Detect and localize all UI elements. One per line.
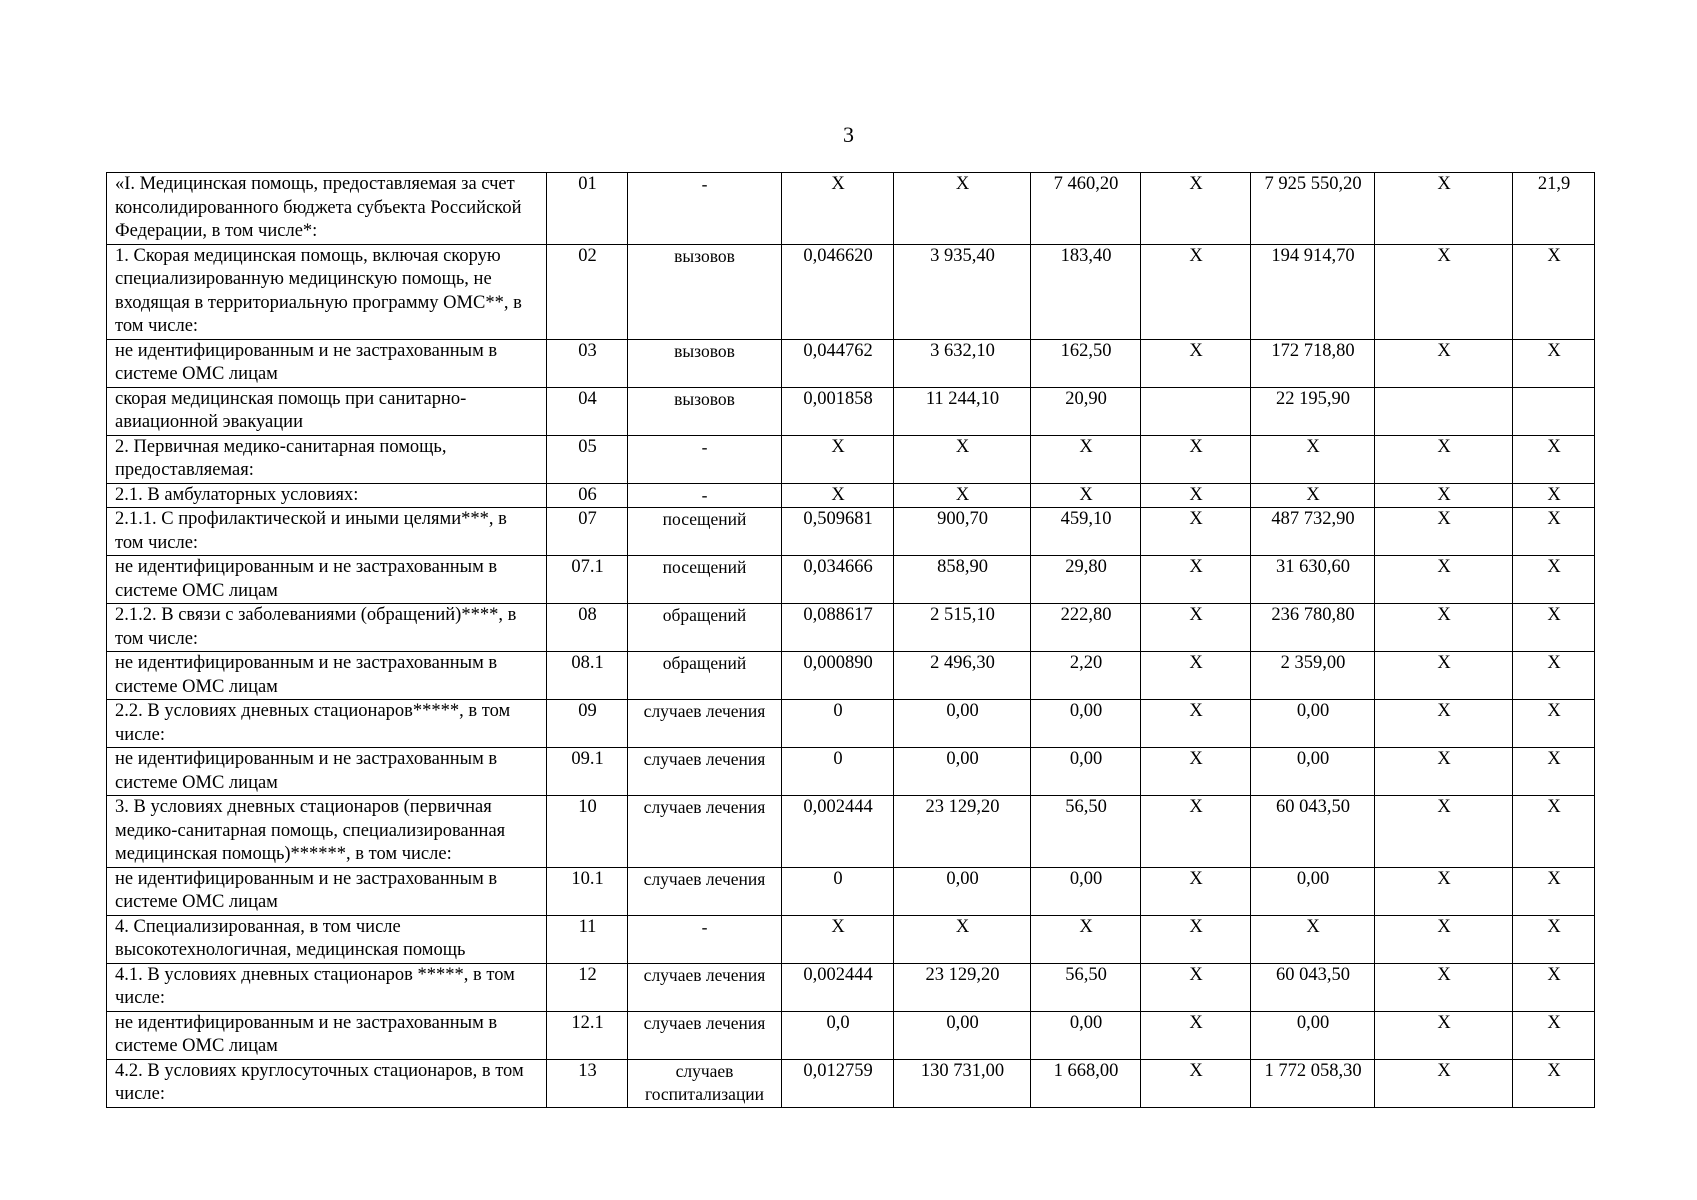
value-cell: X [1141,963,1251,1011]
table-row [107,700,1595,748]
value-cell: X [1141,339,1251,387]
value-cell: 60 043,50 [1251,963,1375,1011]
value-cell: X [1141,700,1251,748]
value-cell: X [1031,915,1141,963]
value-cell: 0 [782,700,894,748]
value-cell: 0 [782,867,894,915]
value-cell: X [1375,963,1513,1011]
table-row [107,652,1595,700]
table-row [107,963,1595,1011]
program-table [106,172,1595,1108]
value-cell: X [1513,1011,1595,1059]
row-name: 3. В условиях дневных стационаров (первичная медико-санитарная помощь, специализированная медицинская помощь)******, в том числе: [107,796,547,868]
value-cell: 194 914,70 [1251,244,1375,339]
row-name: 4.2. В условиях круглосуточных стационаров, в том числе: [107,1059,547,1107]
value-cell: 172 718,80 [1251,339,1375,387]
value-cell: 23 129,20 [894,796,1031,868]
row-name: скорая медицинская помощь при санитарно-авиационной эвакуации [107,387,547,435]
value-cell: 11 244,10 [894,387,1031,435]
row-name: не идентифицированным и не застрахованным в системе ОМС лицам [107,652,547,700]
value-cell: X [1513,435,1595,483]
value-cell: X [782,915,894,963]
value-cell: 0,00 [894,748,1031,796]
value-cell: X [1513,700,1595,748]
row-code: 12.1 [547,1011,628,1059]
value-cell: 0,00 [1251,700,1375,748]
row-code: 11 [547,915,628,963]
table-row [107,556,1595,604]
value-cell: X [1141,748,1251,796]
row-unit: вызовов [628,387,782,435]
value-cell: X [1513,244,1595,339]
value-cell: X [1375,700,1513,748]
row-unit: вызовов [628,244,782,339]
value-cell: 0,00 [1031,1011,1141,1059]
value-cell: X [782,173,894,245]
value-cell: X [1141,1059,1251,1107]
row-code: 05 [547,435,628,483]
value-cell: 0,088617 [782,604,894,652]
value-cell: X [1141,867,1251,915]
row-code: 07.1 [547,556,628,604]
row-unit: - [628,483,782,508]
value-cell: X [1513,867,1595,915]
value-cell: X [1251,483,1375,508]
value-cell: 56,50 [1031,963,1141,1011]
table-row [107,173,1595,245]
table-body [107,173,1595,1108]
value-cell: X [1513,508,1595,556]
table-row [107,1059,1595,1107]
value-cell: X [1375,244,1513,339]
row-name: не идентифицированным и не застрахованным в системе ОМС лицам [107,748,547,796]
value-cell: X [1141,556,1251,604]
row-code: 03 [547,339,628,387]
value-cell: 23 129,20 [894,963,1031,1011]
value-cell: 21,9 [1513,173,1595,245]
table-row [107,867,1595,915]
value-cell: 0,00 [894,700,1031,748]
table-row [107,1011,1595,1059]
table-row [107,435,1595,483]
value-cell: X [1141,604,1251,652]
value-cell: X [894,173,1031,245]
value-cell: 0,00 [894,867,1031,915]
value-cell: X [1141,1011,1251,1059]
value-cell: 0,034666 [782,556,894,604]
value-cell: X [894,435,1031,483]
value-cell: 162,50 [1031,339,1141,387]
row-unit: обращений [628,652,782,700]
value-cell: X [1513,604,1595,652]
value-cell: 0,000890 [782,652,894,700]
value-cell: X [1513,556,1595,604]
value-cell: 29,80 [1031,556,1141,604]
value-cell: 2,20 [1031,652,1141,700]
row-unit: случаев лечения [628,796,782,868]
value-cell: 0,00 [1251,867,1375,915]
row-code: 09.1 [547,748,628,796]
row-name: 2.2. В условиях дневных стационаров*****, в том числе: [107,700,547,748]
value-cell: 2 515,10 [894,604,1031,652]
value-cell: X [1375,915,1513,963]
value-cell: X [782,435,894,483]
value-cell: X [1513,339,1595,387]
value-cell: X [782,483,894,508]
value-cell: X [1375,796,1513,868]
table-row [107,796,1595,868]
table-row [107,604,1595,652]
value-cell: 0,00 [1031,700,1141,748]
row-name: не идентифицированным и не застрахованным в системе ОМС лицам [107,867,547,915]
value-cell: 0,046620 [782,244,894,339]
row-unit: случаев госпитализации [628,1059,782,1107]
value-cell: 0,00 [1031,748,1141,796]
value-cell: 183,40 [1031,244,1141,339]
row-unit: случаев лечения [628,700,782,748]
row-code: 13 [547,1059,628,1107]
value-cell: 0 [782,748,894,796]
row-code: 04 [547,387,628,435]
row-code: 01 [547,173,628,245]
row-unit: случаев лечения [628,867,782,915]
value-cell: 0,509681 [782,508,894,556]
value-cell: 0,00 [1031,867,1141,915]
row-code: 07 [547,508,628,556]
row-code: 09 [547,700,628,748]
row-unit: - [628,435,782,483]
row-name: 2. Первичная медико-санитарная помощь, предоставляемая: [107,435,547,483]
value-cell: 130 731,00 [894,1059,1031,1107]
table-row [107,387,1595,435]
value-cell: X [1513,652,1595,700]
value-cell: X [1141,915,1251,963]
row-unit: обращений [628,604,782,652]
value-cell: X [1375,173,1513,245]
row-unit: случаев лечения [628,963,782,1011]
row-code: 06 [547,483,628,508]
value-cell: X [1141,435,1251,483]
value-cell: 459,10 [1031,508,1141,556]
row-unit: случаев лечения [628,1011,782,1059]
row-name: 2.1.1. С профилактической и иными целями***, в том числе: [107,508,547,556]
row-name: 4. Специализированная, в том числе высокотехнологичная, медицинская помощь [107,915,547,963]
row-name: 2.1.2. В связи с заболеваниями (обращений)****, в том числе: [107,604,547,652]
row-unit: вызовов [628,339,782,387]
row-name: не идентифицированным и не застрахованным в системе ОМС лицам [107,556,547,604]
value-cell: 0,002444 [782,796,894,868]
value-cell: X [1513,483,1595,508]
table-row [107,483,1595,508]
value-cell: 858,90 [894,556,1031,604]
table-row [107,244,1595,339]
value-cell: X [1513,915,1595,963]
value-cell: 0,012759 [782,1059,894,1107]
value-cell: X [1141,483,1251,508]
row-code: 08 [547,604,628,652]
value-cell: 0,044762 [782,339,894,387]
row-unit: посещений [628,556,782,604]
row-unit: посещений [628,508,782,556]
row-name: не идентифицированным и не застрахованным в системе ОМС лицам [107,339,547,387]
value-cell: X [1141,508,1251,556]
value-cell: 1 772 058,30 [1251,1059,1375,1107]
value-cell: X [1375,867,1513,915]
value-cell: X [1513,1059,1595,1107]
value-cell: X [1375,483,1513,508]
value-cell: X [1375,652,1513,700]
value-cell: X [1141,244,1251,339]
value-cell: X [1375,556,1513,604]
value-cell: 7 925 550,20 [1251,173,1375,245]
value-cell [1141,387,1251,435]
row-code: 08.1 [547,652,628,700]
value-cell: X [1513,963,1595,1011]
value-cell: X [1141,173,1251,245]
row-name: не идентифицированным и не застрахованным в системе ОМС лицам [107,1011,547,1059]
value-cell: X [1031,435,1141,483]
value-cell: 31 630,60 [1251,556,1375,604]
value-cell: 0,001858 [782,387,894,435]
value-cell: 3 632,10 [894,339,1031,387]
row-unit: - [628,173,782,245]
value-cell: X [1375,748,1513,796]
value-cell: 0,00 [1251,1011,1375,1059]
row-code: 10.1 [547,867,628,915]
row-unit: - [628,915,782,963]
value-cell: X [1375,1011,1513,1059]
value-cell: 0,0 [782,1011,894,1059]
value-cell [1375,387,1513,435]
value-cell: 56,50 [1031,796,1141,868]
value-cell: 60 043,50 [1251,796,1375,868]
value-cell: 20,90 [1031,387,1141,435]
value-cell: X [1513,748,1595,796]
row-code: 12 [547,963,628,1011]
value-cell: X [1375,339,1513,387]
row-name: 2.1. В амбулаторных условиях: [107,483,547,508]
table-row [107,339,1595,387]
value-cell: 222,80 [1031,604,1141,652]
row-name: 4.1. В условиях дневных стационаров *****, в том числе: [107,963,547,1011]
row-code: 10 [547,796,628,868]
value-cell: X [1375,604,1513,652]
value-cell: X [894,483,1031,508]
value-cell: 1 668,00 [1031,1059,1141,1107]
value-cell: 900,70 [894,508,1031,556]
value-cell: X [1031,483,1141,508]
value-cell: X [1251,915,1375,963]
value-cell [1513,387,1595,435]
row-name: 1. Скорая медицинская помощь, включая скорую специализированную медицинскую помощь, не входящая в территориальную программу ОМС**, в том числе: [107,244,547,339]
value-cell: X [1141,652,1251,700]
row-name: «I. Медицинская помощь, предоставляемая за счет консолидированного бюджета субъекта Российской Федерации, в том числе*: [107,173,547,245]
value-cell: X [1375,435,1513,483]
table-row [107,748,1595,796]
value-cell: X [1513,796,1595,868]
value-cell: X [1141,796,1251,868]
value-cell: 236 780,80 [1251,604,1375,652]
value-cell: 0,002444 [782,963,894,1011]
value-cell: 2 496,30 [894,652,1031,700]
value-cell: 487 732,90 [1251,508,1375,556]
value-cell: X [1251,435,1375,483]
table-row [107,508,1595,556]
value-cell: 0,00 [894,1011,1031,1059]
row-unit: случаев лечения [628,748,782,796]
page-number: 3 [843,122,854,147]
value-cell: X [894,915,1031,963]
value-cell: 3 935,40 [894,244,1031,339]
value-cell: X [1375,1059,1513,1107]
table-row [107,915,1595,963]
value-cell: X [1375,508,1513,556]
value-cell: 2 359,00 [1251,652,1375,700]
value-cell: 0,00 [1251,748,1375,796]
value-cell: 22 195,90 [1251,387,1375,435]
row-code: 02 [547,244,628,339]
value-cell: 7 460,20 [1031,173,1141,245]
